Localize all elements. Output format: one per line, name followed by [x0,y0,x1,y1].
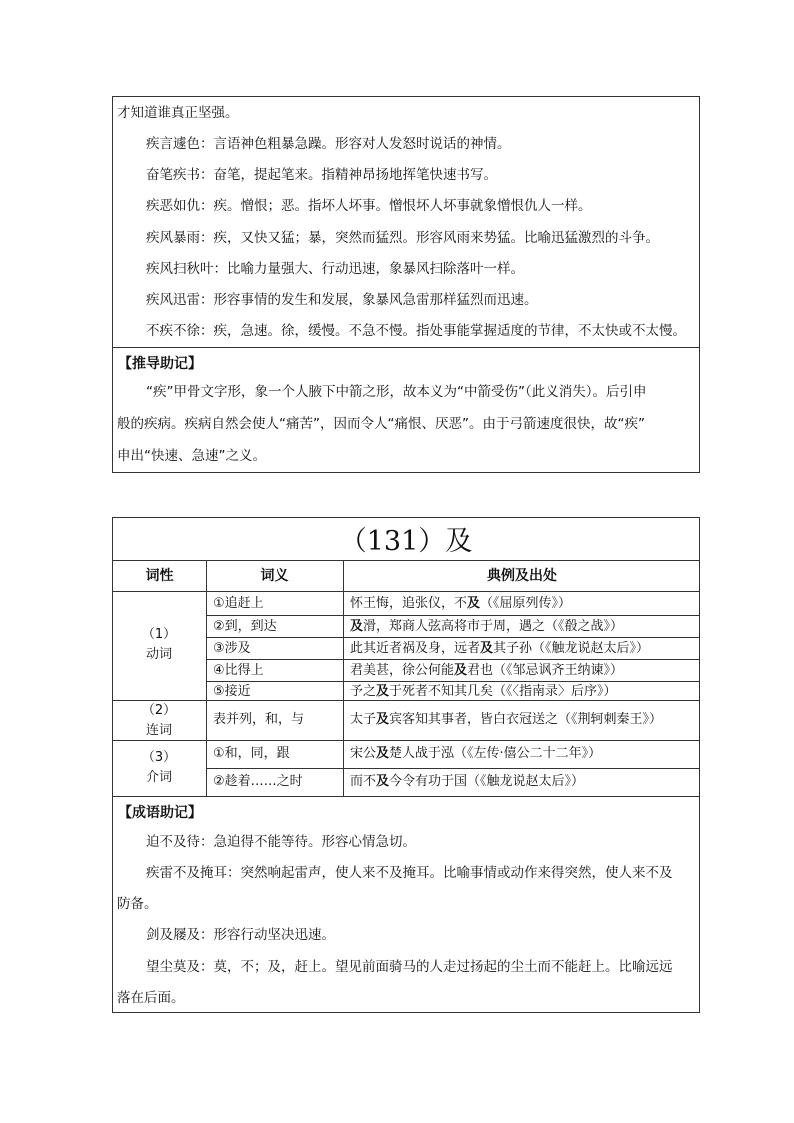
meaning-cell: ①和，同，跟 [213,746,290,761]
header-meaning: 词义 [260,568,289,584]
entry-box [112,517,700,1013]
meaning-cell: ③涉及 [213,641,251,656]
pos-name: 动词 [145,647,172,662]
idiom-line: 疾言遽色：言语神色粗暴急躁。形容对人发怒时说话的神情。 [146,136,511,152]
example-cell: 宋公及楚人战于泓（《左传·僖公二十二年》） [350,746,602,761]
divider [206,768,699,769]
idiom-line: 迫不及待：急迫得不能等待。形容心情急切。 [146,834,416,850]
idiom-line: 落在后面。 [117,990,185,1006]
idiom-line: 疾风迅雷：形容事情的发生和发展，象暴风急雷那样猛烈而迅速。 [146,292,538,308]
idiom-line: 疾恶如仇：疾。憎恨；恶。指坏人坏事。憎恨坏人坏事就象憎恨仇人一样。 [146,198,592,214]
divider [206,681,699,682]
pos-label [113,748,205,788]
column-divider [343,560,344,796]
meaning-cell: ④比得上 [213,663,264,678]
idiom-line: 不疾不徐：疾，急速。徐，缓慢。不急不慢。指处事能掌握适度的节律，不太快或不太慢。 [146,323,686,339]
example-cell: 予之及于死者不知其几矣（《〈指南录〉后序》） [350,684,617,699]
pos-label [113,701,205,741]
etymology-line: 申出“快速、急速”之义。 [117,448,266,464]
column-divider [206,560,207,796]
etymology-line: “疾”甲骨文字形，象一个人腋下中箭之形，故本义为“中箭受伤”（此义消失）。后引申 [146,384,647,400]
idiom-line: 疾风扫秋叶：比喻力量强大、行动迅速，象暴风扫除落叶一样。 [146,261,524,277]
meaning-cell: ①追赶上 [213,596,264,611]
header-example: 典例及出处 [487,568,557,584]
pos-number: （3） [141,750,177,765]
section-header: 【推导助记】 [118,356,202,372]
idiom-line: 疾雷不及掩耳：突然响起雷声，使人来不及掩耳。比喻事情或动作来得突然，使人来不及 [146,865,673,881]
pos-name: 连词 [145,723,172,738]
idiom-line: 疾风暴雨：疾，又快又猛；暴，突然而猛烈。形容风雨来势猛。比喻迅猛激烈的斗争。 [146,230,659,246]
divider [113,560,699,561]
divider [206,615,699,616]
etymology-line: 般的疾病。疾病自然会使人“痛苦”，因而令人“痛恨、厌恶”。由于弓箭速度很快，故“疾” [117,416,645,432]
example-cell: 此其近者祸及身，远者及其子孙（《触龙说赵太后》） [350,641,650,656]
divider [113,796,699,797]
pos-name: 介词 [145,770,172,785]
idiom-line: 望尘莫及：莫，不；及，赶上。望见前面骑马的人走过扬起的尘土而不能赶上。比喻远远 [146,959,673,975]
divider [206,637,699,638]
pos-number: （2） [141,703,177,718]
section-header: 【成语助记】 [118,805,202,821]
idiom-line: 防备。 [117,896,158,912]
meaning-cell: ②到，到达 [213,619,277,634]
continued-text: 才知道谁真正坚强。 [117,105,239,121]
idiom-line: 奋笔疾书：奋笔，提起笔来。指精神昂扬地挥笔快速书写。 [146,167,497,183]
example-cell: 怀王悔，追张仪，不及（《屈原列传》） [350,596,572,611]
idiom-line: 剑及屦及：形容行动坚决迅速。 [146,927,335,943]
divider [113,347,699,348]
header-pos: 词性 [145,568,174,584]
meaning-cell: ⑤接近 [213,684,251,699]
meaning-cell: 表并列，和，与 [213,712,305,727]
example-cell: 君美甚，徐公何能及君也（《邹忌讽齐王纳谏》） [350,663,624,678]
divider [206,659,699,660]
example-cell: 及滑，郑商人弦高将市于周，遇之（《殽之战》） [350,619,624,634]
continued-entry-box [112,96,700,473]
meaning-cell: ②趁着……之时 [213,774,303,789]
pos-number: （1） [141,627,177,642]
entry-title: （131）及 [339,526,473,557]
example-cell: 太子及宾客知其事者，皆白衣冠送之（《荆轲刺秦王》） [350,712,663,727]
example-cell: 而不及今令有功于国（《触龙说赵太后》） [350,774,585,789]
pos-label [113,625,205,665]
divider [113,591,699,592]
